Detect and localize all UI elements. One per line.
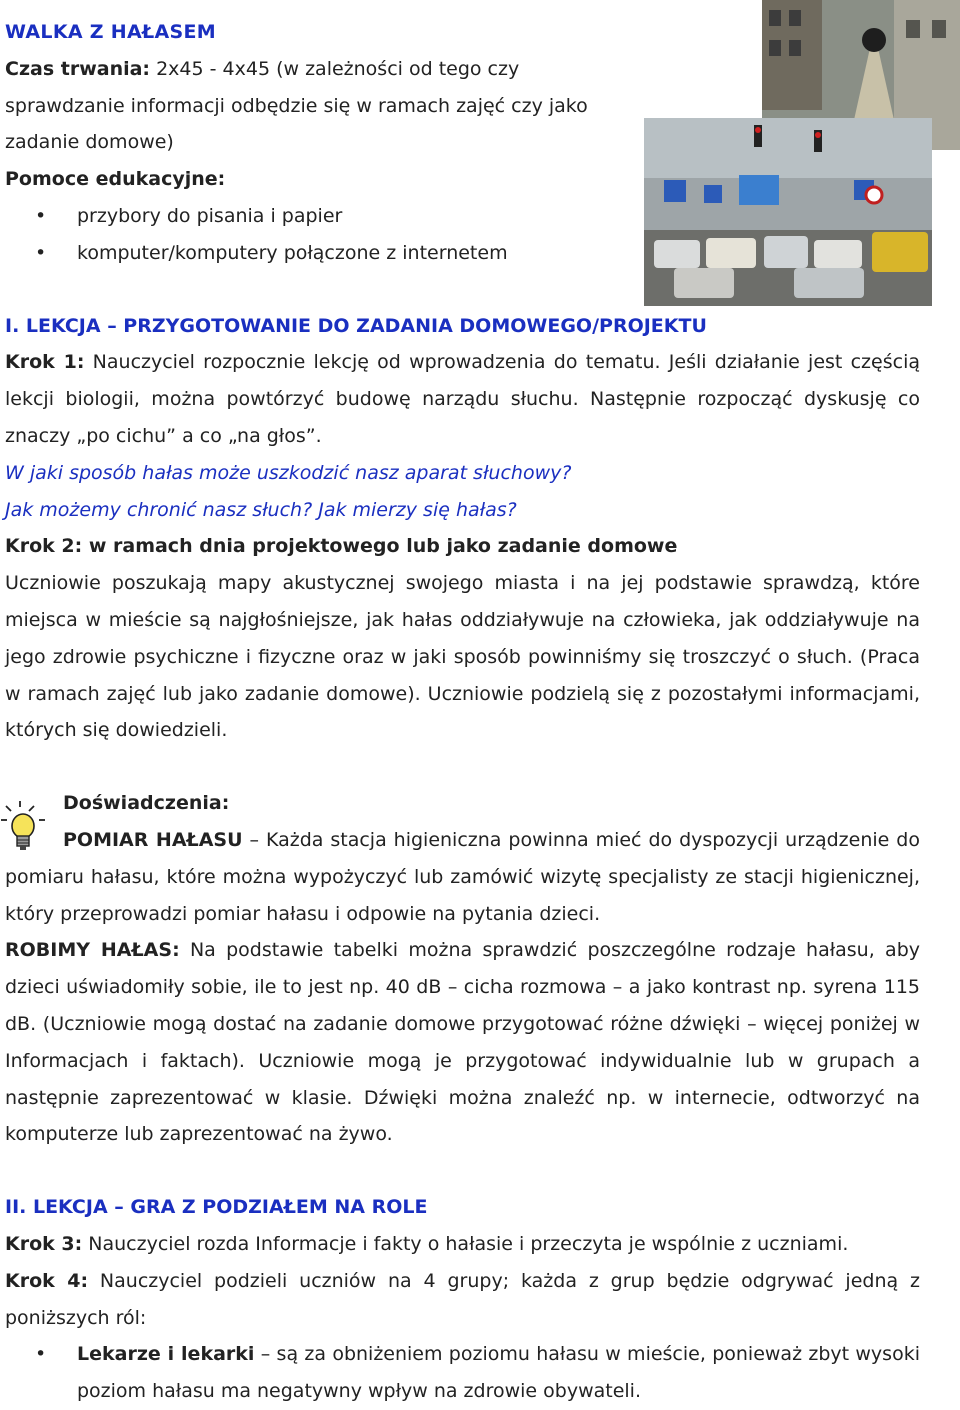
step1-label: Krok 1: xyxy=(5,351,85,374)
aids-list xyxy=(5,198,920,272)
step3-label: Krok 3: xyxy=(5,1232,83,1255)
step1-paragraph xyxy=(5,344,920,454)
duration-text: 2x45 - 4x45 (w zależności od tego czy sprawdzanie informacji odbędzie się w ramach zajęć czy jako zadanie domowe) xyxy=(5,57,588,154)
spacer xyxy=(5,272,920,308)
step1-text: Nauczyciel rozpocznie lekcję od wprowadzenia do tematu. Jeśli działanie jest częścią lekcji biologii, można powtórzyć budowę narządu słuchu. Następnie rozpocząć dyskusję co znaczy „po cichu” a co „na głos”. xyxy=(5,351,920,447)
roles-list xyxy=(5,1336,920,1410)
role1-text: – są za obniżeniem poziomu hałasu w mieście, ponieważ zbyt wysoki poziom hałasu ma negatywny wpływ na zdrowie obywateli. xyxy=(77,1343,920,1403)
step4-paragraph xyxy=(5,1263,920,1337)
noise-label: ROBIMY HAŁAS: xyxy=(5,939,180,962)
question-2: Jak możemy chronić nasz słuch? Jak mierzy się hałas? xyxy=(5,498,517,521)
step3-text: Nauczyciel rozda Informacje i fakty o hałasie i przeczyta je wspólnie z uczniami. xyxy=(82,1232,849,1255)
duration-label: Czas trwania: xyxy=(5,57,151,80)
step2-text: Uczniowie poszukają mapy akustycznej swojego miasta i na jej podstawie sprawdzą, które miejsca w mieście są najgłośniejsze, jak hałas oddziaływuje na człowieka, jak oddziaływuje na jego zdrowie psychiczne i fizyczne oraz w jaki sposób powinniśmy się troszczyć o słuch. (Praca w ramach zajęć lub jako zadanie domowe). Uczniowie podzielą się z pozostałymi informacjami, których się dowiedzieli. xyxy=(5,572,920,742)
measure-text: – Każda stacja higieniczna powinna mieć do dyspozycji urządzenie do pomiaru hałasu, które można wypożyczyć lub zamówić wizytę specjalisty ze stacji higienicznej, który przeprowadzi pomiar hałasu i odpowie na pytania dzieci. xyxy=(5,828,920,925)
list-item: • komputer/komputery połączone z internetem xyxy=(5,235,920,272)
step4-label: Krok 4: xyxy=(5,1269,89,1292)
spacer xyxy=(5,1153,920,1189)
spacer xyxy=(5,749,920,785)
noise-text: Na podstawie tabelki można sprawdzić poszczególne rodzaje hałasu, aby dzieci uświadomiły sobie, ile to jest np. 40 dB – cicha rozmowa – a jako kontrast np. syrena 115 dB. (Uczniowie mogą dostać na zadanie domowe przygotować różne dźwięki – więcej poniżej w Informacjach i faktach). Uczniowie mogą je przygotować indywidualnie lub w grupach a następnie zaprezentować w klasie. Dźwięki można znaleźć np. w internecie, odtworzyć na komputerze lub zaprezentować na żywo. xyxy=(5,939,921,1146)
lesson1-heading: I. LEKCJA – PRZYGOTOWANIE DO ZADANIA DOMOWEGO/PROJEKTU xyxy=(5,314,707,337)
list-item: • przybory do pisania i papier xyxy=(5,198,920,235)
measure-paragraph xyxy=(5,822,920,932)
step3-paragraph xyxy=(5,1226,920,1263)
list-item xyxy=(5,1336,920,1410)
measure-label: POMIAR HAŁASU xyxy=(63,828,243,851)
role1-label: Lekarze i lekarki xyxy=(77,1343,255,1366)
step4-text: Nauczyciel podzieli uczniów na 4 grupy; każda z grup będzie odgrywać jedną z poniższych ról: xyxy=(5,1269,920,1329)
experiments-heading: Doświadczenia: xyxy=(63,792,230,815)
step2-heading: Krok 2: w ramach dnia projektowego lub jako zadanie domowe xyxy=(5,535,678,558)
duration-paragraph xyxy=(5,51,625,161)
document-body xyxy=(5,14,920,1410)
noise-paragraph xyxy=(5,932,920,1153)
aids-label: Pomoce edukacyjne: xyxy=(5,168,226,191)
document-title: WALKA Z HAŁASEM xyxy=(5,21,216,43)
question-1: W jaki sposób hałas może uszkodzić nasz aparat słuchowy? xyxy=(5,461,572,484)
lesson2-heading: II. LEKCJA – GRA Z PODZIAŁEM NA ROLE xyxy=(5,1196,428,1219)
